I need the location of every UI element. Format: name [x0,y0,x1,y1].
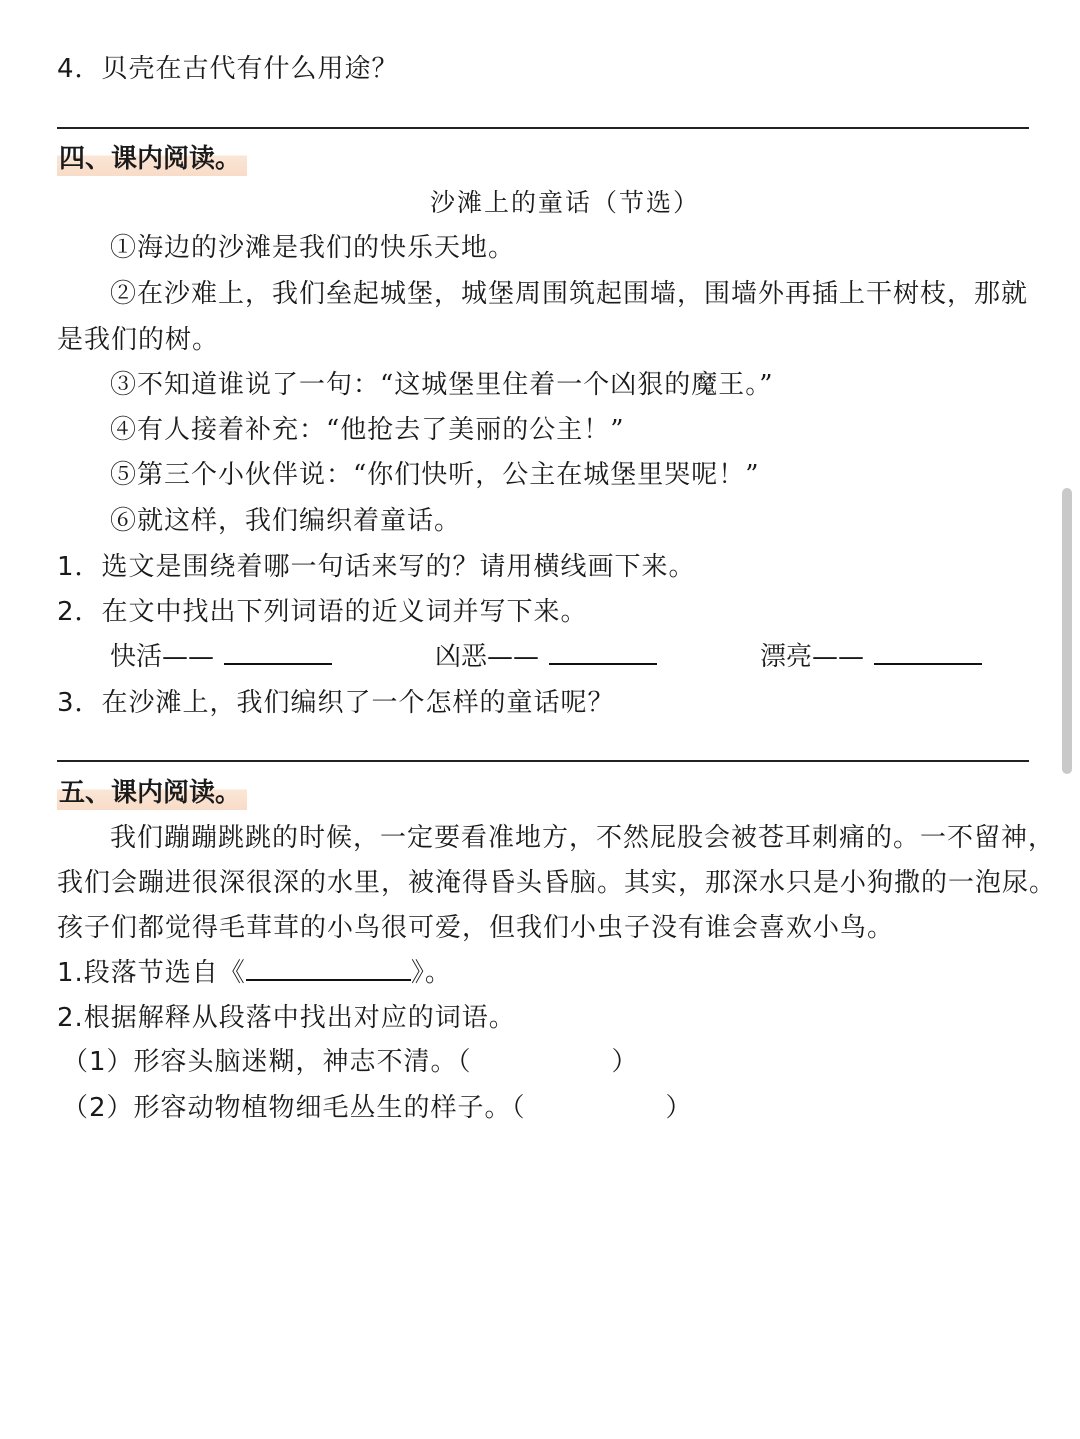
synonym-blank[interactable] [874,641,982,665]
sub-question-text: （1）形容头脑迷糊，神志不清。（ [62,1047,472,1077]
book-title-blank[interactable] [246,957,411,981]
question-4-prev: 4．贝壳在古代有什么用途？ [57,54,399,84]
section-4-question-3: 3．在沙滩上，我们编织了一个怎样的童话呢？ [57,688,615,718]
close-paren: ） [665,1093,693,1123]
paragraph-3: ③不知道谁说了一句：“这城堡里住着一个凶狠的魔王。” [110,370,774,400]
paragraph-1: ①海边的沙滩是我们的快乐天地。 [110,233,516,263]
section-4-question-1: 1．选文是围绕着哪一句话来写的？请用横线画下来。 [57,552,696,582]
synonym-word: 快活—— [110,642,215,672]
question-prefix: 1.段落节选自《 [57,958,246,988]
section-5-heading: 五、课内阅读。 [57,776,247,810]
synonym-item-1 [110,640,332,674]
section-5-question-2: 2.根据解释从段落中找出对应的词语。 [57,1003,516,1033]
passage-line-2: 我们会蹦进很深很深的水里，被淹得昏头昏脑。其实，那深水只是小狗撒的一泡尿。 [57,868,1057,898]
passage-title: 沙滩上的童话（节选） [429,188,700,217]
synonym-item-2 [435,640,657,674]
close-paren: ） [611,1047,639,1077]
section-4-question-2: 2．在文中找出下列词语的近义词并写下来。 [57,597,588,627]
synonym-item-3 [760,640,982,674]
sub-question-text: （2）形容动物植物细毛丛生的样子。（ [62,1093,526,1123]
passage-line-1: 我们蹦蹦跳跳的时候，一定要看准地方，不然屁股会被苍耳刺痛的。一不留神， [110,823,1056,853]
sub-question-1 [62,1045,639,1079]
paragraph-6: ⑥就这样，我们编织着童话。 [110,506,462,536]
paragraph-4: ④有人接着补充：“他抢去了美丽的公主！” [110,415,625,445]
section-5-question-1 [57,956,452,990]
synonym-word: 漂亮—— [760,642,865,672]
sub-question-2 [62,1091,693,1125]
synonym-blank[interactable] [549,641,657,665]
section-4-heading: 四、课内阅读。 [57,142,247,176]
synonym-blank[interactable] [224,641,332,665]
paragraph-2: ②在沙难上，我们垒起城堡，城堡周围筑起围墙，围墙外再插上干树枝，那就 [110,279,1029,309]
passage-line-3: 孩子们都觉得毛茸茸的小鸟很可爱，但我们小虫子没有谁会喜欢小鸟。 [57,913,895,943]
scrollbar-thumb[interactable] [1062,488,1072,774]
synonym-word: 凶恶—— [435,642,540,672]
paragraph-2-cont: 是我们的树。 [57,325,220,355]
paragraph-5: ⑤第三个小伙伴说：“你们快听，公主在城堡里哭呢！” [110,460,760,490]
answer-line [57,127,1029,129]
answer-line [57,760,1029,762]
question-suffix: 》。 [410,958,452,988]
